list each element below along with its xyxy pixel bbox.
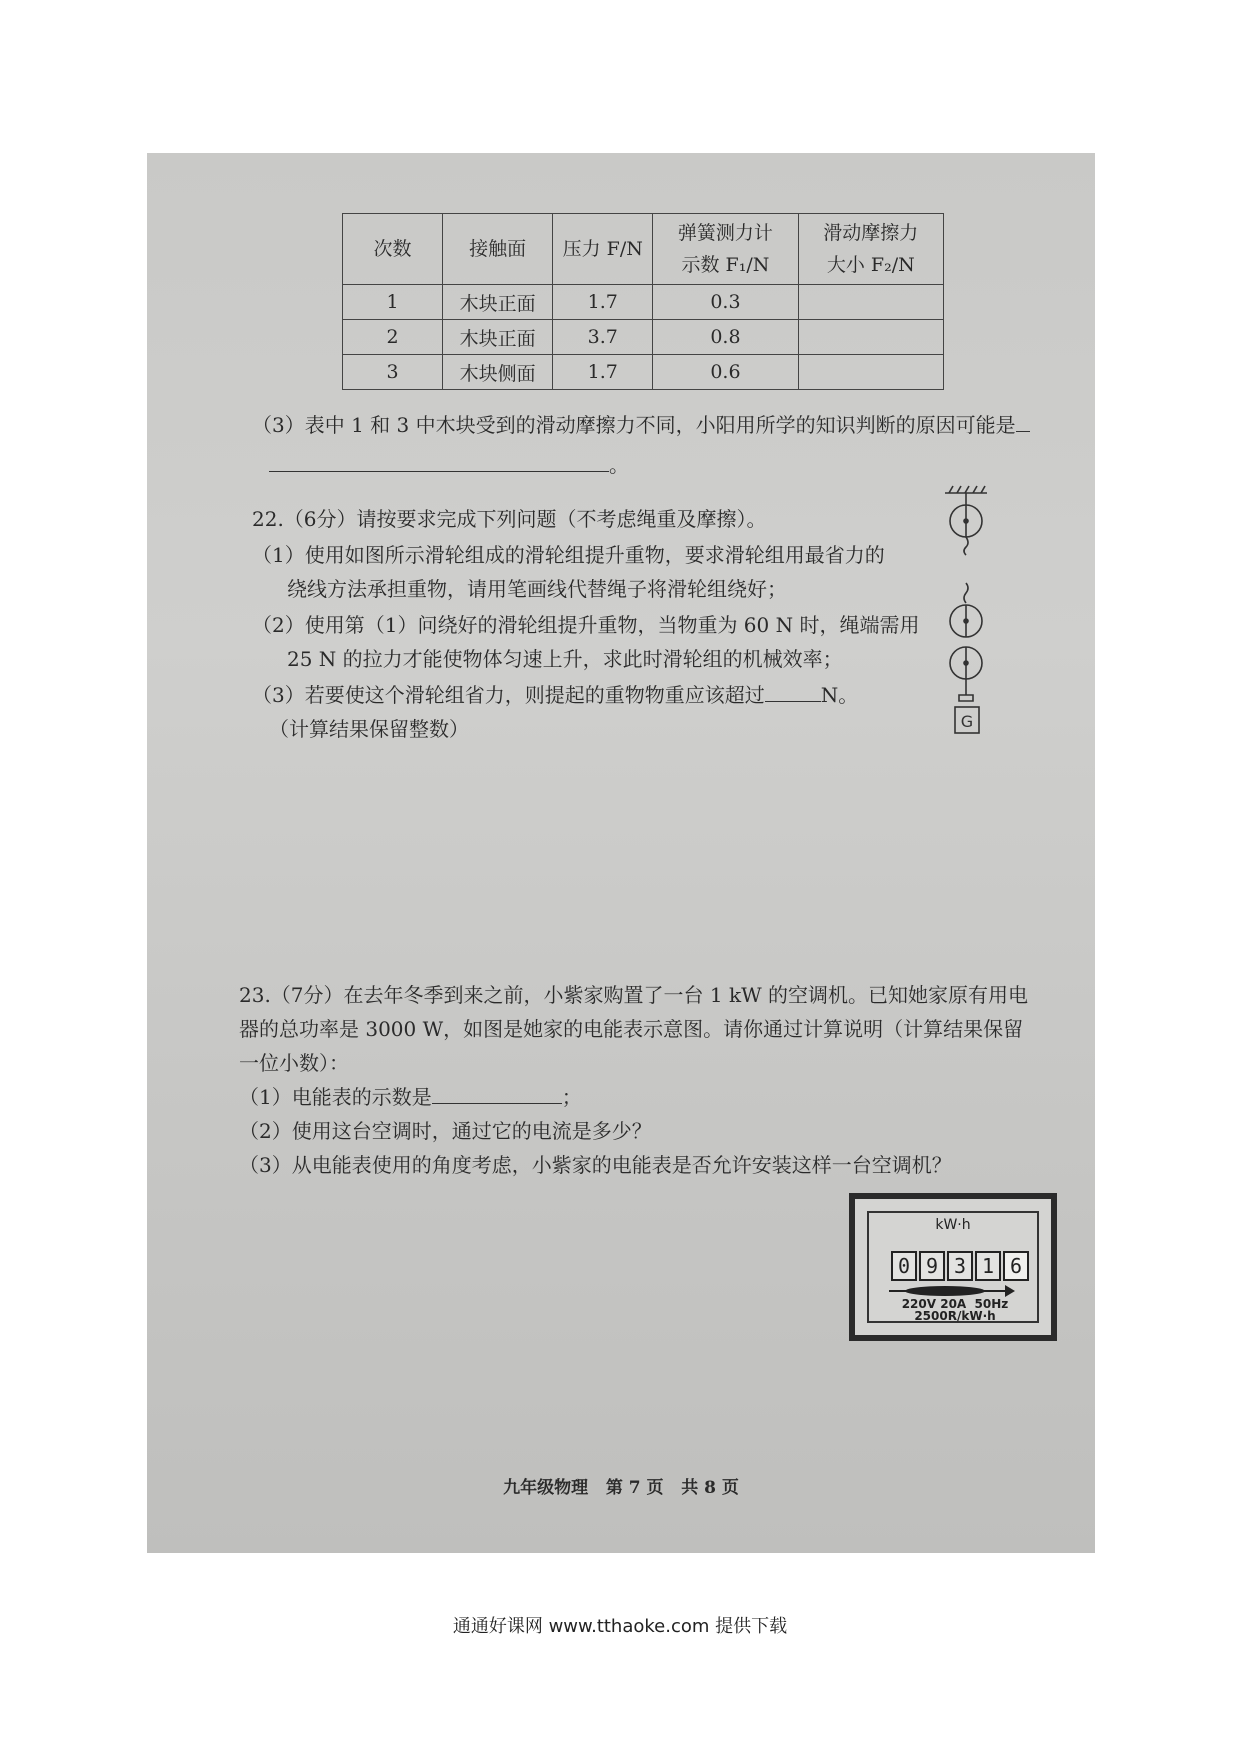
table-cell: 2 xyxy=(343,320,443,355)
q22-part3-b: （计算结果保留整数） xyxy=(269,717,469,741)
table-cell: 3 xyxy=(343,355,443,390)
table-cell-blank xyxy=(798,355,943,390)
table-cell: 0.3 xyxy=(653,285,798,320)
table-cell-blank xyxy=(798,285,943,320)
meter-panel xyxy=(867,1211,1039,1323)
exam-page-photo xyxy=(147,153,1095,1553)
q23-part2: （2）使用这台空调时，通过它的电流是多少？ xyxy=(239,1119,652,1143)
electric-meter-figure xyxy=(849,1193,1057,1341)
header-pressure: 压力 F/N xyxy=(553,214,653,285)
answer-blank[interactable] xyxy=(432,1103,562,1104)
table-cell: 木块正面 xyxy=(442,320,552,355)
q23-part1: （1）电能表的示数是 ； xyxy=(239,1085,582,1109)
table-cell: 1.7 xyxy=(553,355,653,390)
q23-line2: 器的总功率是 3000 W，如图是她家的电能表示意图。请你通过计算说明（计算结果保留 xyxy=(239,1017,1024,1041)
table-row xyxy=(343,355,944,390)
table-row xyxy=(343,285,944,320)
q23-part3: （3）从电能表使用的角度考虑，小紫家的电能表是否允许安装这样一台空调机？ xyxy=(239,1153,952,1177)
answer-blank[interactable] xyxy=(269,471,609,472)
friction-data-table xyxy=(342,213,944,390)
header-surface: 接触面 xyxy=(442,214,552,285)
meter-digit-decimal: 6 xyxy=(1003,1251,1029,1281)
table-cell: 0.8 xyxy=(653,320,798,355)
meter-digits xyxy=(891,1251,1031,1281)
page-footer: 九年级物理 第 7 页 共 8 页 xyxy=(503,1478,739,1498)
meter-digit: 3 xyxy=(947,1251,973,1281)
table-row xyxy=(343,320,944,355)
meter-digit: 1 xyxy=(975,1251,1001,1281)
q22-part2-a: （2）使用第（1）问绕好的滑轮组提升重物，当物重为 60 N 时，绳端需用 xyxy=(252,613,920,637)
table-cell: 3.7 xyxy=(553,320,653,355)
meter-spec-voltage: 220V 20A 50Hz xyxy=(901,1297,1009,1311)
table-cell: 木块正面 xyxy=(442,285,552,320)
table-header-row xyxy=(343,214,944,285)
meter-spec-revolutions: 2500R/kW·h xyxy=(914,1309,996,1323)
q22-title: 22.（6分）请按要求完成下列问题（不考虑绳重及摩擦）。 xyxy=(252,507,767,531)
q21-part3-answer-line: 。 xyxy=(269,451,629,479)
meter-unit: kW·h xyxy=(935,1217,971,1233)
meter-digit: 0 xyxy=(891,1251,917,1281)
table-cell-blank xyxy=(798,320,943,355)
q22-part1-a: （1）使用如图所示滑轮组成的滑轮组提升重物，要求滑轮组用最省力的 xyxy=(252,543,885,567)
table-cell: 木块侧面 xyxy=(442,355,552,390)
weight-label: G xyxy=(960,712,974,731)
header-spring-reading: 弹簧测力计 示数 F₁/N xyxy=(653,214,798,285)
answer-blank[interactable] xyxy=(1016,431,1030,432)
q22-part3-a: （3）若要使这个滑轮组省力，则提起的重物物重应该超过 N。 xyxy=(252,683,859,707)
q22-part2-b: 25 N 的拉力才能使物体匀速上升，求此时滑轮组的机械效率； xyxy=(287,647,843,671)
q23-line1: 23.（7分）在去年冬季到来之前，小紫家购置了一台 1 kW 的空调机。已知她家原有用电 xyxy=(239,983,1029,1007)
table-cell: 1.7 xyxy=(553,285,653,320)
table-cell: 0.6 xyxy=(653,355,798,390)
table-cell: 1 xyxy=(343,285,443,320)
meter-digit: 9 xyxy=(919,1251,945,1281)
answer-blank[interactable] xyxy=(765,701,821,702)
header-count: 次数 xyxy=(343,214,443,285)
q21-part3-line: （3）表中 1 和 3 中木块受到的滑动摩擦力不同，小阳用所学的知识判断的原因可能是 xyxy=(252,411,1030,439)
header-friction: 滑动摩擦力 大小 F₂/N xyxy=(798,214,943,285)
q22-part1-b: 绕线方法承担重物，请用笔画线代替绳子将滑轮组绕好； xyxy=(287,577,787,601)
q23-line3: 一位小数）： xyxy=(239,1051,349,1075)
site-footer: 通通好课网 www.tthaoke.com 提供下载 xyxy=(452,1616,788,1637)
